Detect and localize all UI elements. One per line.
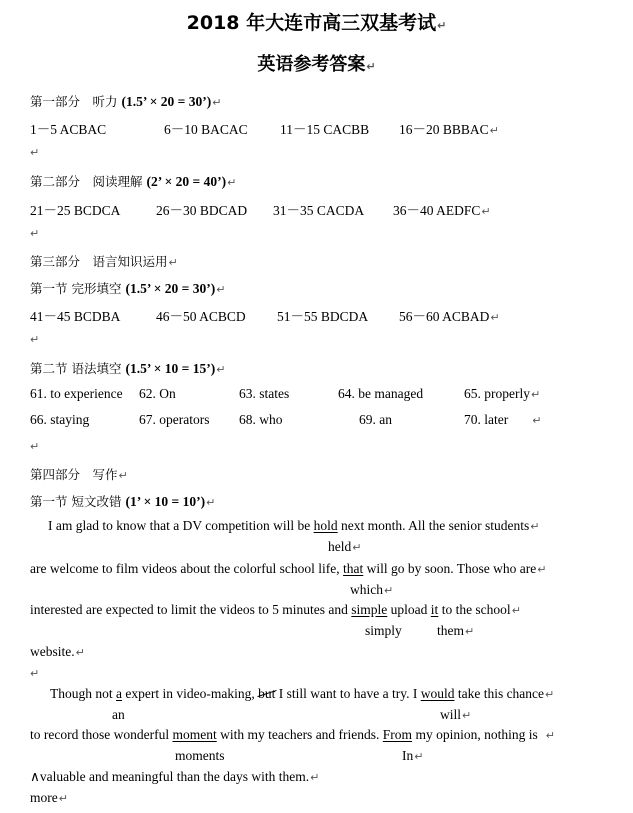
return-mark-icon: ↵ — [545, 688, 555, 701]
return-mark-icon: ↵ — [216, 363, 226, 376]
correction-which: which↵ — [350, 582, 394, 597]
proof-p1-line1: I am glad to know that a DV competition will be hold next month. All the senior students↵ — [48, 518, 540, 533]
part4-section1-heading: 第一节 短文改错 (1’ × 10 = 10’)↵ — [30, 494, 216, 509]
grammar-answer-69: 69. an — [359, 412, 392, 427]
return-mark-icon: ↵ — [30, 333, 40, 346]
correction-held: held↵ — [328, 539, 362, 554]
proof-p1-line4: website.↵ — [30, 644, 85, 659]
return-mark-icon: ↵ — [545, 729, 555, 742]
return-mark-icon: ↵ — [462, 709, 472, 722]
error-hold: hold — [313, 518, 338, 533]
page-title — [0, 8, 633, 35]
return-mark-icon: ↵ — [206, 496, 216, 509]
part3-answer-4: 56－60 ACBAD↵ — [399, 309, 500, 324]
part1-answer-4: 16－20 BBBAC↵ — [399, 122, 499, 137]
return-mark-icon: ↵ — [530, 388, 541, 401]
return-mark-icon: ↵ — [30, 667, 40, 680]
grammar-answer-67: 67. operators — [139, 412, 210, 427]
grammar-answer-65: 65. properly↵ — [464, 386, 541, 401]
grammar-answer-68: 68. who — [239, 412, 283, 427]
proof-p2-line1: Though not a expert in video-making, but I still want to have a try. I would take this chance↵ — [50, 686, 555, 701]
proof-p1-line3: interested are expected to limit the videos to 5 minutes and simple upload it to the school↵ — [30, 602, 521, 617]
proof-p2-line3: ∧valuable and meaningful than the days with them.↵ — [30, 769, 320, 784]
return-mark-icon: ↵ — [58, 792, 68, 805]
grammar-answer-61: 61. to experience — [30, 386, 123, 401]
grammar-answer-64: 64. be managed — [338, 386, 424, 401]
proof-p1-line2: are welcome to film videos about the colorful school life, that will go by soon. Those who are↵ — [30, 561, 547, 576]
correction-more: more↵ — [30, 790, 68, 805]
part2-heading: 第二部分 阅读理解 (2’ × 20 = 40’)↵ — [30, 174, 237, 189]
subtitle-text: 英语参考答案 — [257, 54, 366, 75]
return-mark-icon: ↵ — [216, 283, 226, 296]
part3-heading: 第三部分 语言知识运用↵ — [30, 254, 178, 269]
insert-caret-icon: ∧ — [30, 769, 40, 784]
return-mark-icon: ↵ — [490, 311, 500, 324]
return-mark-icon: ↵ — [212, 96, 222, 109]
return-mark-icon: ↵ — [511, 604, 521, 617]
correction-moments: moments — [175, 748, 225, 763]
part2-answer-1: 21－25 BCDCA — [30, 203, 121, 218]
error-a: a — [116, 686, 122, 701]
return-mark-icon: ↵ — [489, 124, 499, 137]
grammar-answer-70: 70. later ↵ — [464, 412, 542, 427]
part3-answer-1: 41－45 BCDBA — [30, 309, 121, 324]
error-from: From — [382, 727, 413, 742]
return-mark-icon: ↵ — [414, 750, 424, 763]
correction-them: them↵ — [437, 623, 475, 638]
error-that: that — [343, 561, 364, 576]
return-mark-icon: ↵ — [437, 19, 447, 32]
return-mark-icon: ↵ — [532, 414, 542, 427]
return-mark-icon: ↵ — [227, 176, 237, 189]
correction-will: will↵ — [440, 707, 472, 722]
correction-simply: simply — [365, 623, 402, 638]
error-would: would — [420, 686, 455, 701]
return-mark-icon: ↵ — [384, 584, 394, 597]
part4-heading: 第四部分 写作↵ — [30, 467, 128, 482]
return-mark-icon: ↵ — [30, 440, 40, 453]
return-mark-icon: ↵ — [481, 205, 491, 218]
title-text: 2018 年大连市高三双基考试 — [186, 12, 437, 34]
error-simple: simple — [351, 602, 388, 617]
part3-answer-3: 51－55 BDCDA — [277, 309, 369, 324]
error-but-deleted: but — [258, 686, 276, 701]
return-mark-icon: ↵ — [530, 520, 540, 533]
part2-answer-2: 26－30 BDCAD — [156, 203, 248, 218]
return-mark-icon: ↵ — [537, 563, 547, 576]
part3-answer-2: 46－50 ACBCD — [156, 309, 246, 324]
part1-answer-1: 1－5 ACBAC — [30, 122, 107, 137]
page-subtitle — [0, 50, 633, 76]
part3-section2-heading: 第二节 语法填空 (1.5’ × 10 = 15’)↵ — [30, 361, 226, 376]
return-mark-icon: ↵ — [352, 541, 362, 554]
part1-heading: 第一部分 听力 (1.5’ × 20 = 30’)↵ — [30, 94, 222, 109]
grammar-answer-66: 66. staying — [30, 412, 90, 427]
part2-answer-4: 36－40 AEDFC↵ — [393, 203, 491, 218]
return-mark-icon: ↵ — [168, 256, 178, 269]
proof-p2-line2: to record those wonderful moment with my teachers and friends. From my opinion, nothing is ↵ — [30, 727, 555, 742]
part3-section1-heading: 第一节 完形填空 (1.5’ × 20 = 30’)↵ — [30, 281, 226, 296]
return-mark-icon: ↵ — [465, 625, 475, 638]
return-mark-icon: ↵ — [75, 646, 85, 659]
part1-answer-2: 6－10 BACAC — [164, 122, 248, 137]
correction-an: an — [112, 707, 125, 722]
return-mark-icon: ↵ — [366, 60, 376, 73]
return-mark-icon: ↵ — [30, 146, 40, 159]
part1-answer-3: 11－15 CACBB — [280, 122, 370, 137]
error-moment: moment — [172, 727, 217, 742]
grammar-answer-63: 63. states — [239, 386, 290, 401]
error-it: it — [430, 602, 439, 617]
grammar-answer-62: 62. On — [139, 386, 176, 401]
return-mark-icon: ↵ — [118, 469, 128, 482]
return-mark-icon: ↵ — [30, 227, 40, 240]
correction-in: In↵ — [402, 748, 424, 763]
part2-answer-3: 31－35 CACDA — [273, 203, 365, 218]
return-mark-icon: ↵ — [310, 771, 320, 784]
